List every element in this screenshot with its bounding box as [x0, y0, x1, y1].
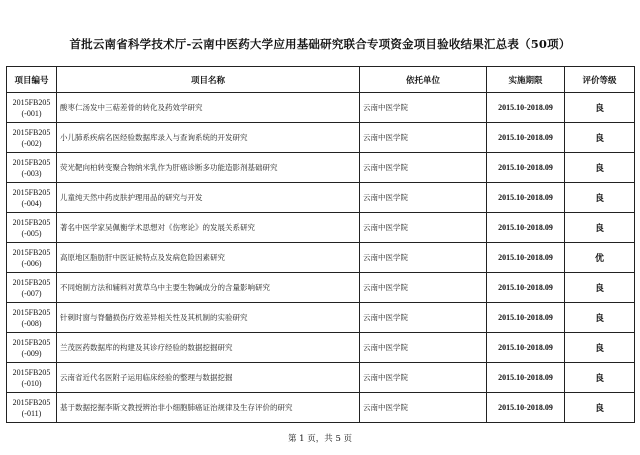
implementation-period: 2015.10-2018.09 [487, 243, 565, 273]
table-row [7, 363, 635, 393]
document-title: 首批云南省科学技术厅-云南中医药大学应用基础研究联合专项资金项目验收结果汇总表（50项） [69, 37, 571, 51]
project-code: 2015FB205 [12, 187, 51, 197]
header-evaluation-grade: 评价等级 [565, 67, 635, 93]
host-unit: 云南中医学院 [360, 393, 487, 423]
table-row [7, 273, 635, 303]
host-unit: 云南中医学院 [360, 213, 487, 243]
project-code: 2015FB205 [12, 337, 51, 347]
table-row [7, 213, 635, 243]
implementation-period: 2015.10-2018.09 [487, 363, 565, 393]
project-code: 2015FB205 [12, 247, 51, 257]
implementation-period: 2015.10-2018.09 [487, 273, 565, 303]
evaluation-grade: 良 [565, 93, 635, 123]
project-code-suffix: (-009) [21, 348, 42, 358]
project-code: 2015FB205 [12, 307, 51, 317]
host-unit: 云南中医学院 [360, 243, 487, 273]
header-implementation-period: 实施期限 [487, 67, 565, 93]
table-row [7, 303, 635, 333]
evaluation-grade: 优 [565, 243, 635, 273]
project-name: 小儿肺系疾病名医经验数据库录入与查询系统的开发研究 [57, 123, 360, 153]
header-project-code: 项目编号 [7, 67, 57, 93]
table-row [7, 393, 635, 423]
results-table [6, 66, 635, 423]
project-code-suffix: (-001) [21, 108, 42, 118]
evaluation-grade: 良 [565, 153, 635, 183]
page-number: 第 1 页，共 5 页 [287, 434, 353, 444]
project-code-cell [7, 183, 57, 213]
project-code-suffix: (-002) [21, 138, 42, 148]
project-code-cell [7, 273, 57, 303]
host-unit: 云南中医学院 [360, 153, 487, 183]
project-name: 不同炮制方法和辅料对黄草乌中主要生物碱成分的含量影响研究 [57, 273, 360, 303]
implementation-period: 2015.10-2018.09 [487, 153, 565, 183]
project-code-cell [7, 93, 57, 123]
evaluation-grade: 良 [565, 183, 635, 213]
evaluation-grade: 良 [565, 393, 635, 423]
host-unit: 云南中医学院 [360, 303, 487, 333]
table-row [7, 183, 635, 213]
project-name: 儿童纯天然中药皮肤护理用品的研究与开发 [57, 183, 360, 213]
table-row [7, 123, 635, 153]
project-code: 2015FB205 [12, 97, 51, 107]
header-host-unit: 依托单位 [360, 67, 487, 93]
project-code-cell [7, 243, 57, 273]
project-code-suffix: (-010) [21, 378, 42, 388]
evaluation-grade: 良 [565, 213, 635, 243]
host-unit: 云南中医学院 [360, 183, 487, 213]
project-code-suffix: (-005) [21, 228, 42, 238]
table-row [7, 93, 635, 123]
project-code-cell [7, 303, 57, 333]
project-code-cell [7, 393, 57, 423]
project-code-suffix: (-004) [21, 198, 42, 208]
project-name: 针刺时窗与脊髓损伤疗效差异相关性及其机制的实验研究 [57, 303, 360, 333]
project-code-suffix: (-007) [21, 288, 42, 298]
project-code-cell [7, 363, 57, 393]
project-code: 2015FB205 [12, 367, 51, 377]
project-code-cell [7, 153, 57, 183]
project-code-suffix: (-011) [21, 408, 42, 418]
implementation-period: 2015.10-2018.09 [487, 183, 565, 213]
project-code-suffix: (-008) [21, 318, 42, 328]
project-name: 荧光靶向柏转变聚合物纳米乳作为肝癌诊断多功能造影剂基础研究 [57, 153, 360, 183]
project-name: 著名中医学家吴佩衡学术思想对《伤寒论》的发展关系研究 [57, 213, 360, 243]
implementation-period: 2015.10-2018.09 [487, 393, 565, 423]
implementation-period: 2015.10-2018.09 [487, 333, 565, 363]
host-unit: 云南中医学院 [360, 333, 487, 363]
project-name: 基于数据挖掘李斯文教授辨治非小细胞肺癌证治规律及生存评价的研究 [57, 393, 360, 423]
evaluation-grade: 良 [565, 363, 635, 393]
table-row [7, 333, 635, 363]
project-name: 酸枣仁汤发中三萜差骨的转化及药效学研究 [57, 93, 360, 123]
implementation-period: 2015.10-2018.09 [487, 213, 565, 243]
table-header-row [7, 67, 635, 93]
implementation-period: 2015.10-2018.09 [487, 93, 565, 123]
evaluation-grade: 良 [565, 333, 635, 363]
project-code-cell [7, 333, 57, 363]
project-code-suffix: (-003) [21, 168, 42, 178]
implementation-period: 2015.10-2018.09 [487, 123, 565, 153]
host-unit: 云南中医学院 [360, 363, 487, 393]
project-code: 2015FB205 [12, 397, 51, 407]
project-name: 高原地区脂肪肝中医证候特点及发病危险因素研究 [57, 243, 360, 273]
project-code-cell [7, 123, 57, 153]
project-code: 2015FB205 [12, 277, 51, 287]
project-code-suffix: (-006) [21, 258, 42, 268]
header-project-name: 项目名称 [57, 67, 360, 93]
evaluation-grade: 良 [565, 303, 635, 333]
project-name: 兰茂医药数据库的构建及其诊疗经验的数据挖掘研究 [57, 333, 360, 363]
host-unit: 云南中医学院 [360, 273, 487, 303]
table-row [7, 153, 635, 183]
project-name: 云南省近代名医附子运用临床经验的整理与数据挖掘 [57, 363, 360, 393]
project-code-cell [7, 213, 57, 243]
evaluation-grade: 良 [565, 123, 635, 153]
implementation-period: 2015.10-2018.09 [487, 303, 565, 333]
host-unit: 云南中医学院 [360, 93, 487, 123]
project-code: 2015FB205 [12, 157, 51, 167]
evaluation-grade: 良 [565, 273, 635, 303]
host-unit: 云南中医学院 [360, 123, 487, 153]
table-row [7, 243, 635, 273]
project-code: 2015FB205 [12, 127, 51, 137]
project-code: 2015FB205 [12, 217, 51, 227]
